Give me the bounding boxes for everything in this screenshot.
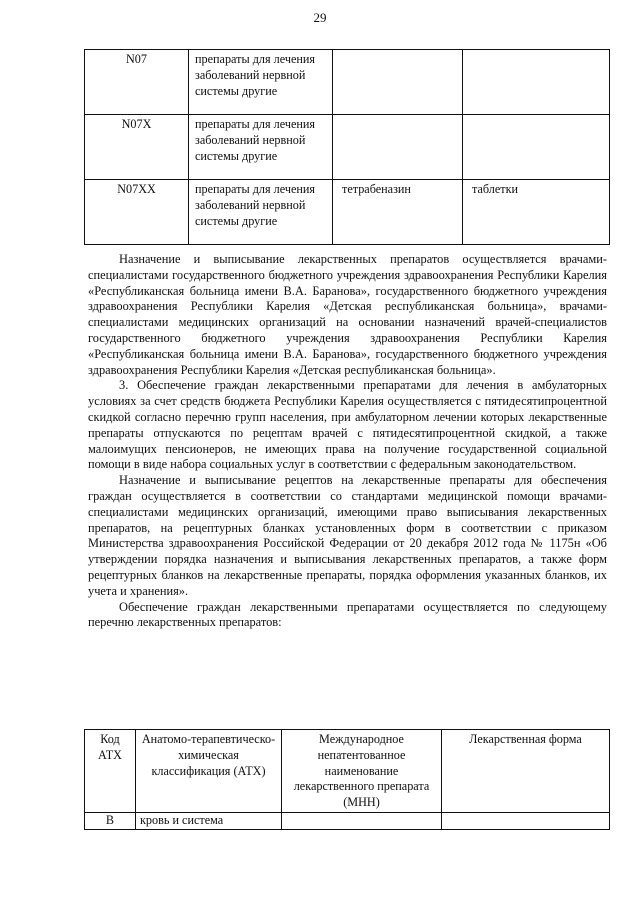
header-atc-code: Код АТХ [85,730,136,813]
dosage-form-cell [463,115,610,180]
inn-cell: тетрабеназин [333,180,463,245]
header-dosage-form: Лекарственная форма [442,730,610,813]
drug-list-table [84,729,610,830]
paragraph: Назначение и выписывание рецептов на лекарственные препараты для обеспечения граждан осуществляется в соответствии со стандартами медицинской помощи врачами-специалистами медицинских организаций, имеющими право выписывания лекарственных препаратов, на рецептурных бланках установленных форм в соответствии с приказом Министерства здравоохранения Российской Федерации от 20 декабря 2012 года № 1175н «Об утверждении порядка назначения и выписывания лекарственных препаратов, а также форм рецептурных бланков на лекарственные препараты, порядка оформления указанных бланков, их учета и хранения». [88,473,607,598]
document-body [88,252,607,631]
header-inn: Международное непатентованное наименование лекарственного препарата (МНН) [282,730,442,813]
inn-cell [282,812,442,829]
inn-cell [333,115,463,180]
dosage-form-cell [463,50,610,115]
atc-code-cell: N07X [85,115,189,180]
dosage-form-cell: таблетки [463,180,610,245]
atc-code-cell: N07 [85,50,189,115]
table-row [85,180,610,245]
paragraph: Обеспечение граждан лекарственными препаратами осуществляется по следующему перечню лекарственных препаратов: [88,599,607,630]
table-row [85,50,610,115]
dosage-form-cell [442,812,610,829]
atc-classification-cell: препараты для лечения заболеваний нервной системы другие [189,180,333,245]
page-number: 29 [313,10,327,25]
inn-cell [333,50,463,115]
header-atc-classification: Анатомо-терапевтическо-химическая классификация (АТХ) [136,730,282,813]
atc-code-cell: N07XX [85,180,189,245]
table-row [85,115,610,180]
drug-table-continued [84,49,610,245]
atc-classification-cell: кровь и система [136,812,282,829]
paragraph: Назначение и выписывание лекарственных препаратов осуществляется врачами-специалистами государственного бюджетного учреждения здравоохранения Республики Карелия «Республиканская больница имени В.А. Баранова», государственного бюджетного учреждения здравоохранения Республики Карелия «Детская республиканская больница», врачами-специалистами медицинских организаций на основании назначений врачей-специалистов государственного бюджетного учреждения здравоохранения Республики Карелия «Республиканская больница имени В.А. Баранова», государственного бюджетного учреждения здравоохранения Республики Карелия «Детская республиканская больница». [88,252,607,377]
table-row [85,812,610,829]
atc-classification-cell: препараты для лечения заболеваний нервной системы другие [189,50,333,115]
atc-classification-cell: препараты для лечения заболеваний нервной системы другие [189,115,333,180]
table-header-row [85,730,610,813]
paragraph: 3. Обеспечение граждан лекарственными препаратами для лечения в амбулаторных условиях за счет средств бюджета Республики Карелия осуществляется с пятидесятипроцентной скидкой согласно перечню групп населения, при амбулаторном лечении которых лекарственные препараты отпускаются по рецептам врачей с пятидесятипроцентной скидкой, а также малоимущих пенсионеров, не имеющих права на получение государственной социальной помощи в виде набора социальных услуг в соответствии с федеральным законодательством. [88,378,607,472]
atc-code-cell: B [85,812,136,829]
